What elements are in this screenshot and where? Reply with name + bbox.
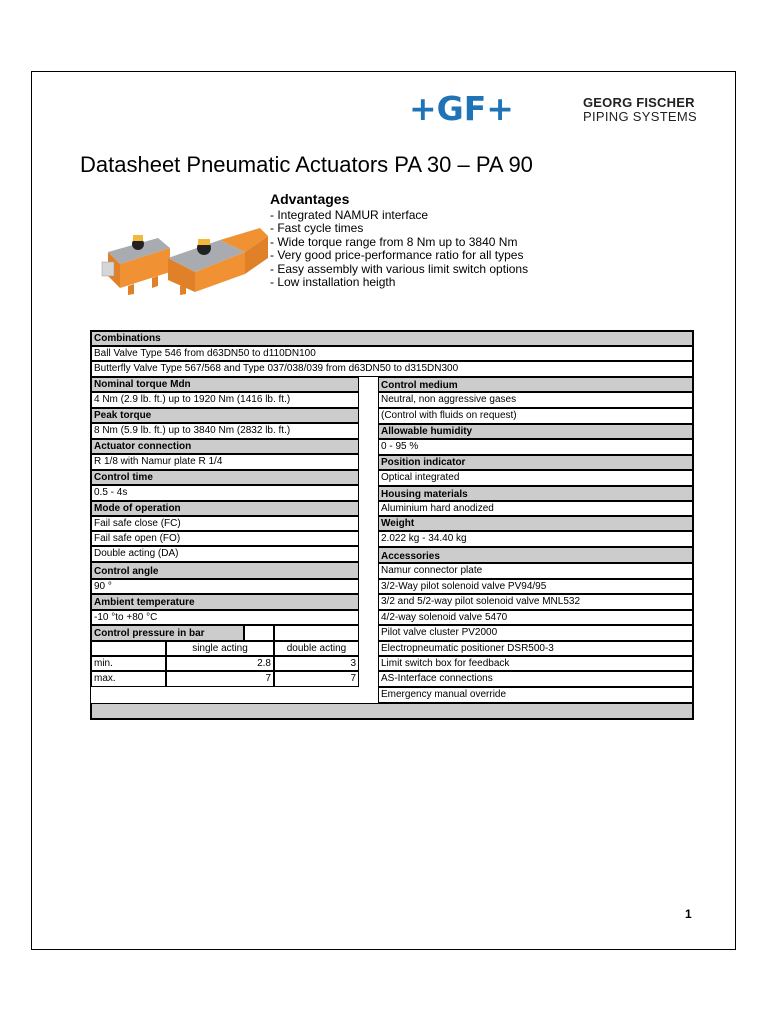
table-footer-bar [91,703,693,719]
gf-logo: +GF+ [409,89,514,128]
advantage-item: - Low installation heigth [270,275,396,289]
nominal-torque-value: 4 Nm (2.9 lb. ft.) up to 1920 Nm (1416 lb. ft.) [91,392,359,408]
weight-value: 2.022 kg - 34.40 kg [378,531,693,547]
accessory-item: 3/2-Way pilot solenoid valve PV94/95 [378,579,693,594]
combination-row: Ball Valve Type 546 from d63DN50 to d110DN100 [91,346,693,361]
page-title: Datasheet Pneumatic Actuators PA 30 – PA 90 [80,152,533,177]
actuator-connection-heading: Actuator connection [91,439,359,454]
control-pressure-heading: Control pressure in bar [91,625,244,641]
control-time-heading: Control time [91,470,359,485]
mode-of-operation-value: Double acting (DA) [91,546,359,562]
mode-of-operation-heading: Mode of operation [91,501,359,516]
min-double-acting: 3 [274,656,359,671]
page-number: 1 [685,907,692,921]
allowable-humidity-value: 0 - 95 % [378,439,693,455]
min-single-acting: 2.8 [166,656,274,671]
weight-heading: Weight [378,516,693,531]
position-indicator-heading: Position indicator [378,455,693,470]
advantage-item: - Fast cycle times [270,221,364,235]
actuator-connection-value: R 1/8 with Namur plate R 1/4 [91,454,359,470]
control-medium-value: (Control with fluids on request) [378,408,693,424]
accessory-item: Namur connector plate [378,563,693,579]
peak-torque-value: 8 Nm (5.9 lb. ft.) up to 3840 Nm (2832 lb. ft.) [91,423,359,439]
advantages-heading: Advantages [270,191,350,207]
control-medium-value: Neutral, non aggressive gases [378,392,693,408]
company-name-line1: GEORG FISCHER [583,95,695,110]
peak-torque-heading: Peak torque [91,408,359,423]
mode-of-operation-value: Fail safe close (FC) [91,516,359,531]
nominal-torque-heading: Nominal torque Mdn [91,377,359,392]
allowable-humidity-heading: Allowable humidity [378,424,693,439]
accessory-item: 4/2-way solenoid valve 5470 [378,610,693,625]
combination-row: Butterfly Valve Type 567/568 and Type 037/038/039 from d63DN50 to d315DN300 [91,361,693,377]
pressure-corner [91,641,166,656]
advantage-item: - Easy assembly with various limit switch options [270,261,529,276]
spec-table [90,330,694,720]
advantage-item: - Integrated NAMUR interface [270,207,429,222]
double-acting-header: double acting [274,641,359,656]
accessory-item: Limit switch box for feedback [378,656,693,671]
accessories-heading: Accessories [378,547,693,563]
control-angle-heading: Control angle [91,562,359,579]
housing-materials-heading: Housing materials [378,486,693,501]
control-medium-heading: Control medium [378,377,693,392]
combinations-heading: Combinations [91,331,693,346]
max-single-acting: 7 [166,671,274,687]
single-acting-header: single acting [166,641,274,656]
pressure-header-blank [274,625,359,641]
advantages-section [270,193,528,290]
ambient-temperature-heading: Ambient temperature [91,594,359,610]
advantage-item: - Wide torque range from 8 Nm up to 3840 Nm [270,234,518,249]
accessory-item: AS-Interface connections [378,671,693,687]
accessory-item: 3/2 and 5/2-way pilot solenoid valve MNL532 [378,594,693,610]
mode-of-operation-value: Fail safe open (FO) [91,531,359,546]
max-double-acting: 7 [274,671,359,687]
company-name-line2: PIPING SYSTEMS [583,109,698,124]
accessory-item: Electropneumatic positioner DSR500-3 [378,641,693,656]
accessory-item: Pilot valve cluster PV2000 [378,625,693,641]
position-indicator-value: Optical integrated [378,470,693,486]
ambient-temperature-value: -10 °to +80 °C [91,610,359,625]
pressure-header-blank [244,625,274,641]
actuator-product-image [100,220,270,295]
control-time-value: 0.5 - 4s [91,485,359,501]
accessory-item: Emergency manual override [378,687,693,703]
housing-materials-value: Aluminium hard anodized [378,501,693,516]
advantage-item: - Very good price-performance ratio for all types [270,248,524,262]
advantages-list [270,209,528,290]
max-label: max. [91,671,166,687]
control-angle-value: 90 ° [91,579,359,594]
company-name [583,96,697,124]
min-label: min. [91,656,166,671]
